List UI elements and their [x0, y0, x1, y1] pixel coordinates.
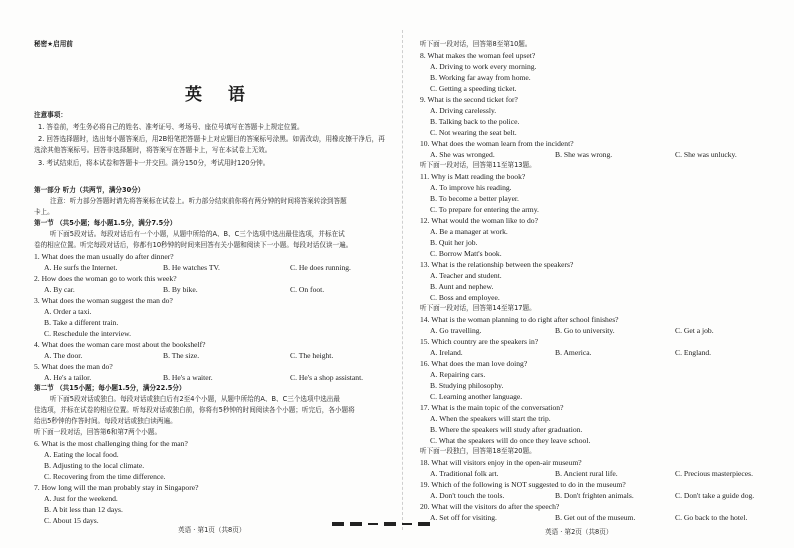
option-c: C. Reschedule the interview. [44, 329, 132, 338]
option-a: A. Eating the local food. [44, 450, 119, 459]
option-b: B. America. [555, 348, 592, 357]
question-text: 17. What is the main topic of the conversation? [420, 403, 564, 412]
option-c: C. He's a shop assistant. [290, 373, 364, 382]
page-footer: 英语 · 第1页（共8页） [178, 526, 246, 534]
option-b: B. He watches TV. [163, 263, 220, 272]
option-a: A. Driving to work every morning. [430, 62, 537, 71]
question-text: 8. What makes the woman feel upset? [420, 51, 536, 60]
page-title: 英 语 [185, 85, 255, 105]
option-b: B. She was wrong. [555, 150, 613, 159]
option-c: C. Borrow Matt's book. [430, 249, 502, 258]
option-a: A. Don't touch the tools. [430, 491, 505, 500]
option-c: C. About 15 days. [44, 516, 99, 525]
option-c: C. Don't take a guide dog. [675, 491, 755, 500]
option-b: B. The size. [163, 351, 200, 360]
option-c: C. Go back to the hotel. [675, 513, 748, 522]
option-c: C. England. [675, 348, 712, 357]
dialog-intro: 听下面一段对话，回答第11至第13题。 [420, 161, 536, 169]
option-a: A. Traditional folk art. [430, 469, 499, 478]
option-b: B. By bike. [163, 285, 198, 294]
option-b: B. Get out of the museum. [555, 513, 636, 522]
page-fold-line [402, 30, 403, 530]
section2-title: 第二节 （共15小题；每小题1.5分，满分22.5分） [34, 384, 186, 392]
option-c: C. The height. [290, 351, 334, 360]
option-c: C. Precious masterpieces. [675, 469, 754, 478]
note-line: 3. 考试结束后，将本试卷和答题卡一并交回。满分150分，考试用时120分钟。 [38, 159, 270, 167]
section2-desc: 听下面5段对话或独白。每段对话或独白后有2至4个小题，从题中所给的A、B、C三个选项中选出最 [50, 395, 340, 403]
question-text: 13. What is the relationship between the speakers? [420, 260, 574, 269]
page-footer: 英语 · 第2页（共8页） [545, 528, 613, 536]
option-c: C. He does running. [290, 263, 351, 272]
part1-title: 第一部分 听力（共两节，满分30分） [34, 186, 145, 194]
note-line: 选涂其他答案标号。回答非选择题时，将答案写在答题卡上，写在本试卷上无效。 [34, 146, 272, 154]
question-text: 14. What is the woman planning to do right after school finishes? [420, 315, 619, 324]
section1-desc: 卷的相应位置。听完每段对话后，你都有10秒钟的时间来回答有关小题和阅读下一小题。每段对话仅读一遍。 [34, 241, 353, 249]
option-c: C. On foot. [290, 285, 325, 294]
question-text: 20. What will the visitors do after the speech? [420, 502, 560, 511]
question-text: 3. What does the woman suggest the man do? [34, 296, 173, 305]
dialog-intro: 听下面一段对话，回答第6和第7两个小题。 [34, 428, 162, 436]
option-a: A. Repairing cars. [430, 370, 486, 379]
option-b: B. Don't frighten animals. [555, 491, 634, 500]
option-b: B. Quit her job. [430, 238, 478, 247]
decorative-dash [332, 522, 344, 526]
question-text: 5. What does the man do? [34, 362, 113, 371]
question-text: 7. How long will the man probably stay in Singapore? [34, 483, 199, 492]
dialog-intro: 听下面一段独白，回答第18至第20题。 [420, 447, 536, 455]
option-a: A. Driving carelessly. [430, 106, 497, 115]
secret-label: 秘密★启用前 [34, 40, 73, 48]
question-text: 4. What does the woman care most about the bookshelf? [34, 340, 206, 349]
section2-desc: 佳选项，并标在试卷的相应位置。听每段对话或独白前，你将有5秒钟的时间阅读各个小题；听完后，各小题将 [34, 406, 355, 414]
option-a: A. Teacher and student. [430, 271, 502, 280]
question-text: 6. What is the most challenging thing for the man? [34, 439, 188, 448]
dialog-intro: 听下面一段对话，回答第14至第17题。 [420, 304, 536, 312]
question-text: 16. What does the man love doing? [420, 359, 528, 368]
option-c: C. Not wearing the seat belt. [430, 128, 517, 137]
option-c: C. What the speakers will do once they leave school. [430, 436, 591, 445]
notes-title: 注意事项： [34, 111, 67, 119]
option-b: B. He's a waiter. [163, 373, 213, 382]
question-text: 11. Why is Matt reading the book? [420, 172, 526, 181]
option-a: A. When the speakers will start the trip. [430, 414, 551, 423]
section2-desc: 给出5秒钟的作答时间。每段对话或独白读两遍。 [34, 417, 177, 425]
option-c: C. Get a job. [675, 326, 714, 335]
option-a: A. Be a manager at work. [430, 227, 508, 236]
option-b: B. Take a different train. [44, 318, 119, 327]
option-b: B. Aunt and nephew. [430, 282, 494, 291]
option-a: A. Order a taxi. [44, 307, 92, 316]
option-a: A. Go travelling. [430, 326, 482, 335]
exam-page-2 [405, 0, 794, 548]
option-a: A. Ireland. [430, 348, 463, 357]
question-text: 19. Which of the following is NOT suggested to do in the museum? [420, 480, 626, 489]
option-b: B. Where the speakers will study after graduation. [430, 425, 583, 434]
option-b: B. Studying philosophy. [430, 381, 504, 390]
option-c: C. Boss and employee. [430, 293, 500, 302]
option-c: C. Getting a speeding ticket. [430, 84, 517, 93]
option-b: B. A bit less than 12 days. [44, 505, 123, 514]
option-b: B. Working far away from home. [430, 73, 531, 82]
question-text: 12. What would the woman like to do? [420, 216, 538, 225]
decorative-dash [368, 523, 378, 525]
option-b: B. Ancient rural life. [555, 469, 618, 478]
option-a: A. The door. [44, 351, 83, 360]
option-a: A. By car. [44, 285, 75, 294]
question-text: 18. What will visitors enjoy in the open-air museum? [420, 458, 582, 467]
decorative-dash [384, 522, 396, 526]
option-b: B. Go to university. [555, 326, 615, 335]
option-c: C. Recovering from the time difference. [44, 472, 166, 481]
option-c: C. Learning another language. [430, 392, 523, 401]
option-c: C. She was unlucky. [675, 150, 737, 159]
note-line: 1. 答卷前，考生务必将自己的姓名、准考证号、考场号、座位号填写在答题卡上规定位置。 [38, 123, 304, 131]
option-a: A. He's a tailor. [44, 373, 92, 382]
question-text: 1. What does the man usually do after dinner? [34, 252, 174, 261]
option-a: A. He surfs the Internet. [44, 263, 118, 272]
option-a: A. Set off for visiting. [430, 513, 497, 522]
option-b: B. To become a better player. [430, 194, 519, 203]
option-a: A. To improve his reading. [430, 183, 512, 192]
option-a: A. Just for the weekend. [44, 494, 118, 503]
question-text: 15. Which country are the speakers in? [420, 337, 539, 346]
section1-desc: 听下面5段对话。每段对话后有一个小题，从题中所给的A、B、C三个选项中选出最佳选项，并标在试 [50, 230, 345, 238]
question-text: 9. What is the second ticket for? [420, 95, 518, 104]
question-text: 2. How does the woman go to work this week? [34, 274, 177, 283]
decorative-dash [350, 522, 362, 526]
part1-desc: 注意：听力部分答题时请先将答案标在试卷上。听力部分结束前你将有两分钟的时间将答案转涂到答题 [50, 197, 347, 205]
option-a: A. She was wronged. [430, 150, 495, 159]
note-line: 2. 回答选择题时，选出每小题答案后，用2B铅笔把答题卡上对应题目的答案标号涂黑。如需改动，用橡皮擦干净后，再 [38, 135, 385, 143]
option-c: C. To prepare for entering the army. [430, 205, 539, 214]
section1-title: 第一节 （共5小题；每小题1.5分，满分7.5分） [34, 219, 177, 227]
question-text: 10. What does the woman learn from the incident? [420, 139, 574, 148]
dialog-intro: 听下面一段对话，回答第8至第10题。 [420, 40, 532, 48]
option-b: B. Adjusting to the local climate. [44, 461, 145, 470]
option-b: B. Talking back to the police. [430, 117, 520, 126]
part1-desc: 卡上。 [34, 208, 54, 216]
